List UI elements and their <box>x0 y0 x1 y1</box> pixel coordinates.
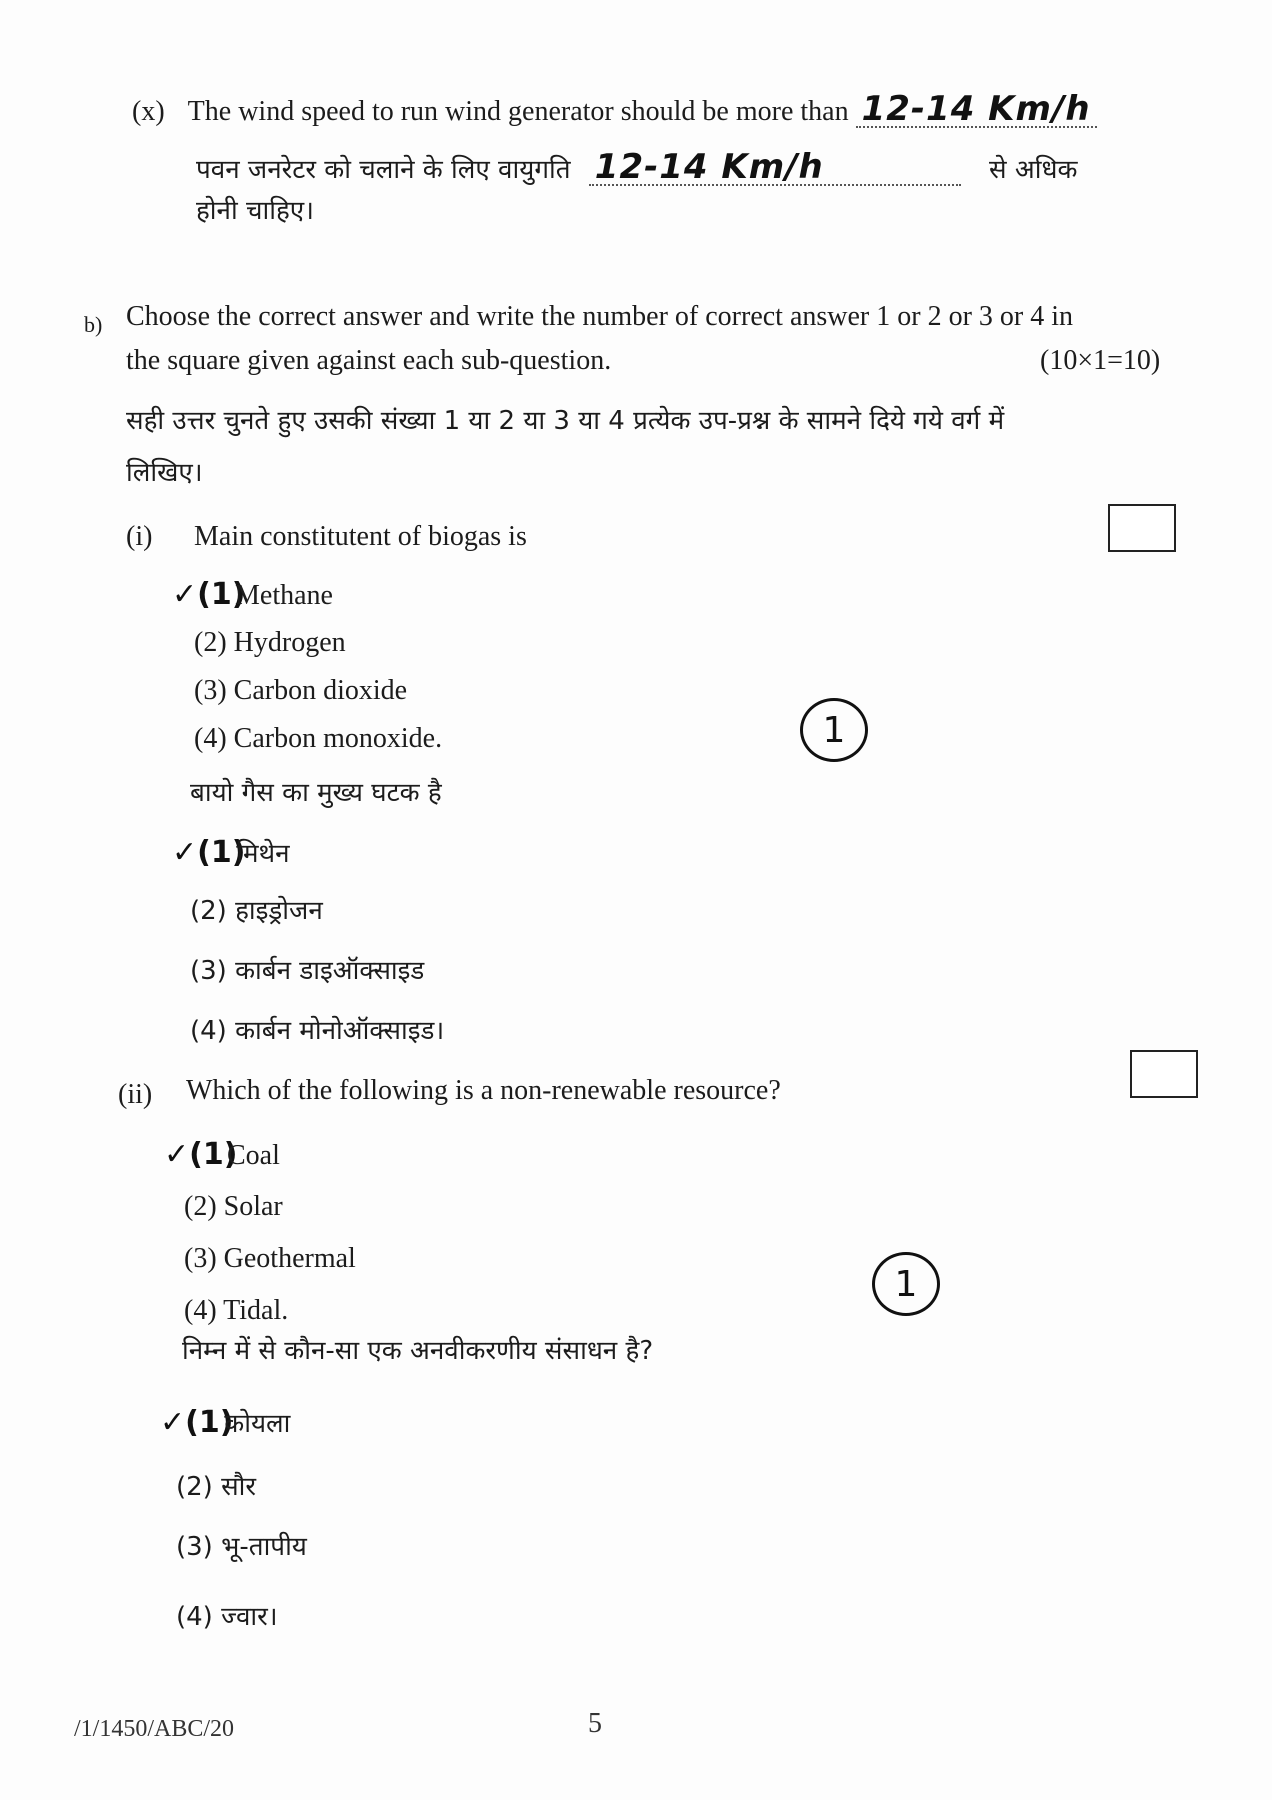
question-x-english <box>132 89 1097 129</box>
question-1-hindi-option-1-text: मिथेन <box>236 839 290 869</box>
paper-code: /1/1450/ABC/20 <box>74 1716 235 1742</box>
marks-circle-2: 1 <box>872 1252 940 1316</box>
question-2-hindi-text: निम्न में से कौन-सा एक अनवीकरणीय संसाधन है? <box>182 1336 654 1366</box>
question-1-option-2: (2) Hydrogen <box>194 627 346 658</box>
question-2-option-1-text: Coal <box>227 1140 280 1171</box>
section-marks: (10×1=10) <box>1040 345 1161 376</box>
question-x-text: The wind speed to run wind generator should be more than <box>187 96 849 127</box>
question-2-text: Which of the following is a non-renewable resource? <box>186 1075 781 1106</box>
answer-box-1[interactable] <box>1108 504 1176 552</box>
question-1-hindi-option-2: (2) हाइड्रोजन <box>190 896 323 926</box>
question-1-hindi-option-3: (3) कार्बन डाइऑक्साइड <box>190 956 425 986</box>
question-1-number: (i) <box>126 521 153 552</box>
question-2-number: (ii) <box>118 1079 153 1110</box>
question-2-hindi-option-2: (2) सौर <box>176 1472 257 1502</box>
question-1-option-3: (3) Carbon dioxide <box>194 675 408 706</box>
question-2-hindi-option-1-text: कोयला <box>224 1409 291 1439</box>
tick-mark-hindi: ✓(1) <box>172 835 246 870</box>
question-2-option-3: (3) Geothermal <box>184 1243 356 1274</box>
question-1-option-4: (4) Carbon monoxide. <box>194 723 443 754</box>
question-x-hindi-text-1: पवन जनरेटर को चलाने के लिए वायुगति <box>196 155 571 185</box>
section-instruction-en-1: Choose the correct answer and write the number of correct answer 1 or 2 or 3 or 4 in <box>126 301 1073 332</box>
section-instruction-en-2: the square given against each sub-question. <box>126 345 612 376</box>
question-x-hindi-text-2: से अधिक <box>989 155 1078 185</box>
question-2-option-2: (2) Solar <box>184 1191 283 1222</box>
answer-box-2[interactable] <box>1130 1050 1198 1098</box>
question-x-hindi-end: होनी चाहिए। <box>196 196 314 226</box>
tick-mark: ✓(1) <box>172 577 246 612</box>
section-instruction-hi-2: लिखिए। <box>126 458 203 488</box>
page-number: 5 <box>588 1708 602 1739</box>
question-2-hindi-option-1 <box>160 1406 290 1441</box>
section-marker: b) <box>84 312 103 337</box>
question-x-number: (x) <box>132 96 165 127</box>
question-x-answer-en: 12-14 Km/h <box>856 92 1097 128</box>
question-1-text: Main constitutent of biogas is <box>194 521 527 552</box>
tick-mark-2-hindi: ✓(1) <box>160 1405 234 1440</box>
tick-mark-2: ✓(1) <box>164 1137 238 1172</box>
question-1-option-1-text: Methane <box>235 580 333 611</box>
question-2-option-1 <box>164 1138 280 1173</box>
section-instruction-hi-1: सही उत्तर चुनते हुए उसकी संख्या 1 या 2 या 3 या 4 प्रत्येक उप-प्रश्न के सामने दिये गये वर्ग में <box>126 406 1005 436</box>
question-2-option-4: (4) Tidal. <box>184 1295 289 1326</box>
question-1-hindi-option-1 <box>172 836 290 871</box>
question-x-hindi <box>196 147 1078 187</box>
question-1-option-1 <box>172 578 333 613</box>
question-1-hindi-option-4: (4) कार्बन मोनोऑक्साइड। <box>190 1016 445 1046</box>
question-2-hindi-option-4: (4) ज्वार। <box>176 1602 278 1632</box>
marks-circle-1: 1 <box>800 698 868 762</box>
question-1-hindi-text: बायो गैस का मुख्य घटक है <box>190 778 442 808</box>
question-2-hindi-option-3: (3) भू-तापीय <box>176 1532 307 1562</box>
question-x-answer-hi: 12-14 Km/h <box>589 150 961 186</box>
